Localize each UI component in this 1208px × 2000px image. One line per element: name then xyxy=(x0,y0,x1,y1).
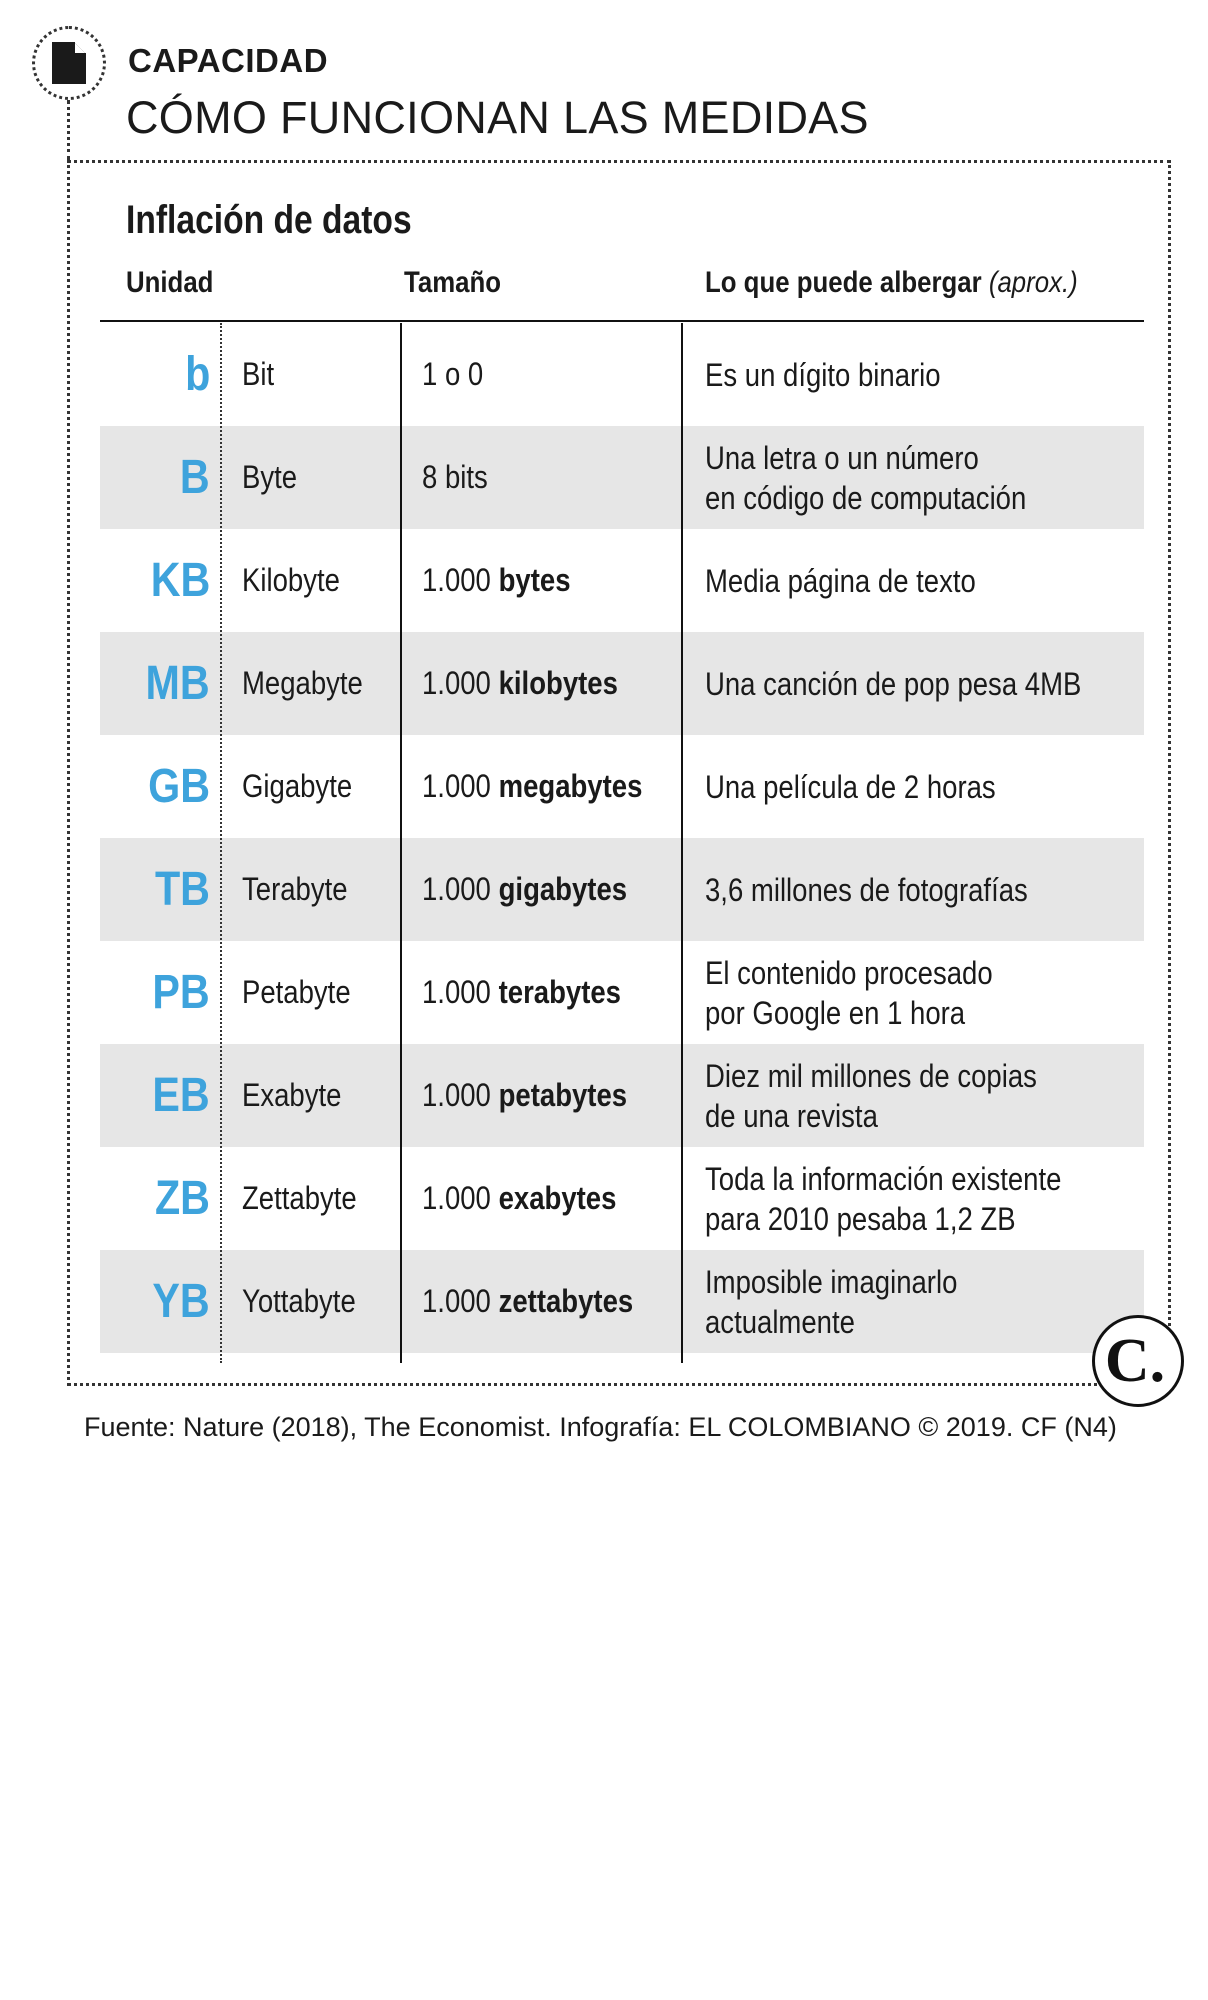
column-header-capacity xyxy=(705,266,1078,300)
capacity-line-1: Una letra o un número xyxy=(705,439,979,476)
unit-capacity xyxy=(705,426,1026,529)
column-divider-capacity xyxy=(681,323,683,1363)
unit-capacity xyxy=(705,323,941,426)
size-unit: terabytes xyxy=(498,974,621,1010)
size-value: 1.000 xyxy=(422,974,491,1010)
capacity-line-2: actualmente xyxy=(705,1303,855,1340)
logo-text: C. xyxy=(1104,1326,1166,1395)
size-unit: zettabytes xyxy=(498,1283,634,1319)
unit-abbreviation: YB xyxy=(152,1275,210,1328)
unit-name: Petabyte xyxy=(242,974,351,1010)
unit-capacity xyxy=(705,529,976,632)
capacity-line-1: El contenido procesado xyxy=(705,954,993,991)
unit-capacity xyxy=(705,1250,957,1353)
unit-size xyxy=(422,1147,616,1250)
table-title: Inflación de datos xyxy=(126,198,412,242)
table-row xyxy=(100,941,1144,1044)
capacity-line-1: Una película de 2 horas xyxy=(705,768,996,805)
document-icon xyxy=(32,26,106,100)
unit-capacity xyxy=(705,1147,1061,1250)
size-value: 8 bits xyxy=(422,459,488,495)
capacity-line-1: 3,6 millones de fotografías xyxy=(705,871,1028,908)
column-divider-dotted xyxy=(220,323,222,1363)
unit-abbreviation: b xyxy=(184,348,210,401)
capacity-line-1: Es un dígito binario xyxy=(705,356,941,393)
table-row xyxy=(100,838,1144,941)
table-row xyxy=(100,1147,1144,1250)
table-row xyxy=(100,1250,1144,1353)
unit-size xyxy=(422,426,488,529)
size-value: 1.000 xyxy=(422,768,491,804)
unit-name: Zettabyte xyxy=(242,1180,357,1216)
units-table xyxy=(100,323,1144,1353)
section-kicker: CAPACIDAD xyxy=(128,42,329,79)
unit-name: Bit xyxy=(242,356,275,392)
column-header-unit: Unidad xyxy=(126,266,214,299)
header-dotted-connector xyxy=(67,100,70,160)
column-divider-size xyxy=(400,323,402,1363)
capacity-line-2: por Google en 1 hora xyxy=(705,994,966,1031)
unit-capacity xyxy=(705,632,1081,735)
size-value: 1.000 xyxy=(422,871,491,907)
column-header-capacity-label: Lo que puede albergar xyxy=(705,266,982,299)
table-row xyxy=(100,1044,1144,1147)
unit-size xyxy=(422,1250,633,1353)
capacity-line-2: en código de computación xyxy=(705,479,1027,516)
size-unit: megabytes xyxy=(498,768,643,804)
unit-name: Byte xyxy=(242,459,298,495)
size-unit: gigabytes xyxy=(498,871,628,907)
unit-size xyxy=(422,941,621,1044)
size-value: 1.000 xyxy=(422,1283,491,1319)
size-unit: kilobytes xyxy=(498,665,618,701)
size-value: 1.000 xyxy=(422,1180,491,1216)
size-unit: bytes xyxy=(498,562,571,598)
unit-name: Gigabyte xyxy=(242,768,353,804)
size-value: 1.000 xyxy=(422,1077,491,1113)
column-header-capacity-note: (aprox.) xyxy=(988,266,1078,299)
size-unit: exabytes xyxy=(498,1180,617,1216)
unit-abbreviation: B xyxy=(180,451,210,504)
capacity-line-2: de una revista xyxy=(705,1097,878,1134)
unit-abbreviation: GB xyxy=(148,760,210,813)
capacity-line-1: Imposible imaginarlo xyxy=(705,1263,958,1300)
table-row xyxy=(100,735,1144,838)
size-value: 1.000 xyxy=(422,562,491,598)
table-row xyxy=(100,323,1144,426)
size-value: 1 o 0 xyxy=(422,356,484,392)
unit-size xyxy=(422,529,570,632)
source-credit: Fuente: Nature (2018), The Economist. Infografía: EL COLOMBIANO © 2019. CF (N4) xyxy=(84,1412,1117,1442)
unit-name: Megabyte xyxy=(242,665,363,701)
capacity-line-1: Una canción de pop pesa 4MB xyxy=(705,665,1082,702)
unit-size xyxy=(422,1044,627,1147)
unit-abbreviation: PB xyxy=(152,966,210,1019)
header-rule xyxy=(100,320,1144,322)
unit-name: Kilobyte xyxy=(242,562,340,598)
el-colombiano-logo-icon xyxy=(1092,1315,1184,1407)
size-value: 1.000 xyxy=(422,665,491,701)
unit-size xyxy=(422,323,483,426)
unit-name: Yottabyte xyxy=(242,1283,356,1319)
unit-size xyxy=(422,735,642,838)
unit-size xyxy=(422,838,627,941)
unit-abbreviation: TB xyxy=(154,863,210,916)
unit-capacity xyxy=(705,1044,1037,1147)
unit-abbreviation: MB xyxy=(145,657,210,710)
unit-capacity xyxy=(705,735,996,838)
table-row xyxy=(100,529,1144,632)
capacity-line-1: Media página de texto xyxy=(705,562,976,599)
unit-abbreviation: EB xyxy=(152,1069,210,1122)
page-title: CÓMO FUNCIONAN LAS MEDIDAS xyxy=(126,92,869,143)
table-row xyxy=(100,426,1144,529)
unit-size xyxy=(422,632,618,735)
unit-name: Exabyte xyxy=(242,1077,342,1113)
unit-abbreviation: ZB xyxy=(154,1172,210,1225)
size-unit: petabytes xyxy=(498,1077,628,1113)
unit-capacity xyxy=(705,941,993,1044)
table-row xyxy=(100,632,1144,735)
unit-name: Terabyte xyxy=(242,871,348,907)
capacity-line-1: Diez mil millones de copias xyxy=(705,1057,1037,1094)
capacity-line-1: Toda la información existente xyxy=(705,1160,1062,1197)
capacity-line-2: para 2010 pesaba 1,2 ZB xyxy=(705,1200,1016,1237)
column-header-size: Tamaño xyxy=(404,266,502,299)
unit-abbreviation: KB xyxy=(150,554,210,607)
unit-capacity xyxy=(705,838,1028,941)
